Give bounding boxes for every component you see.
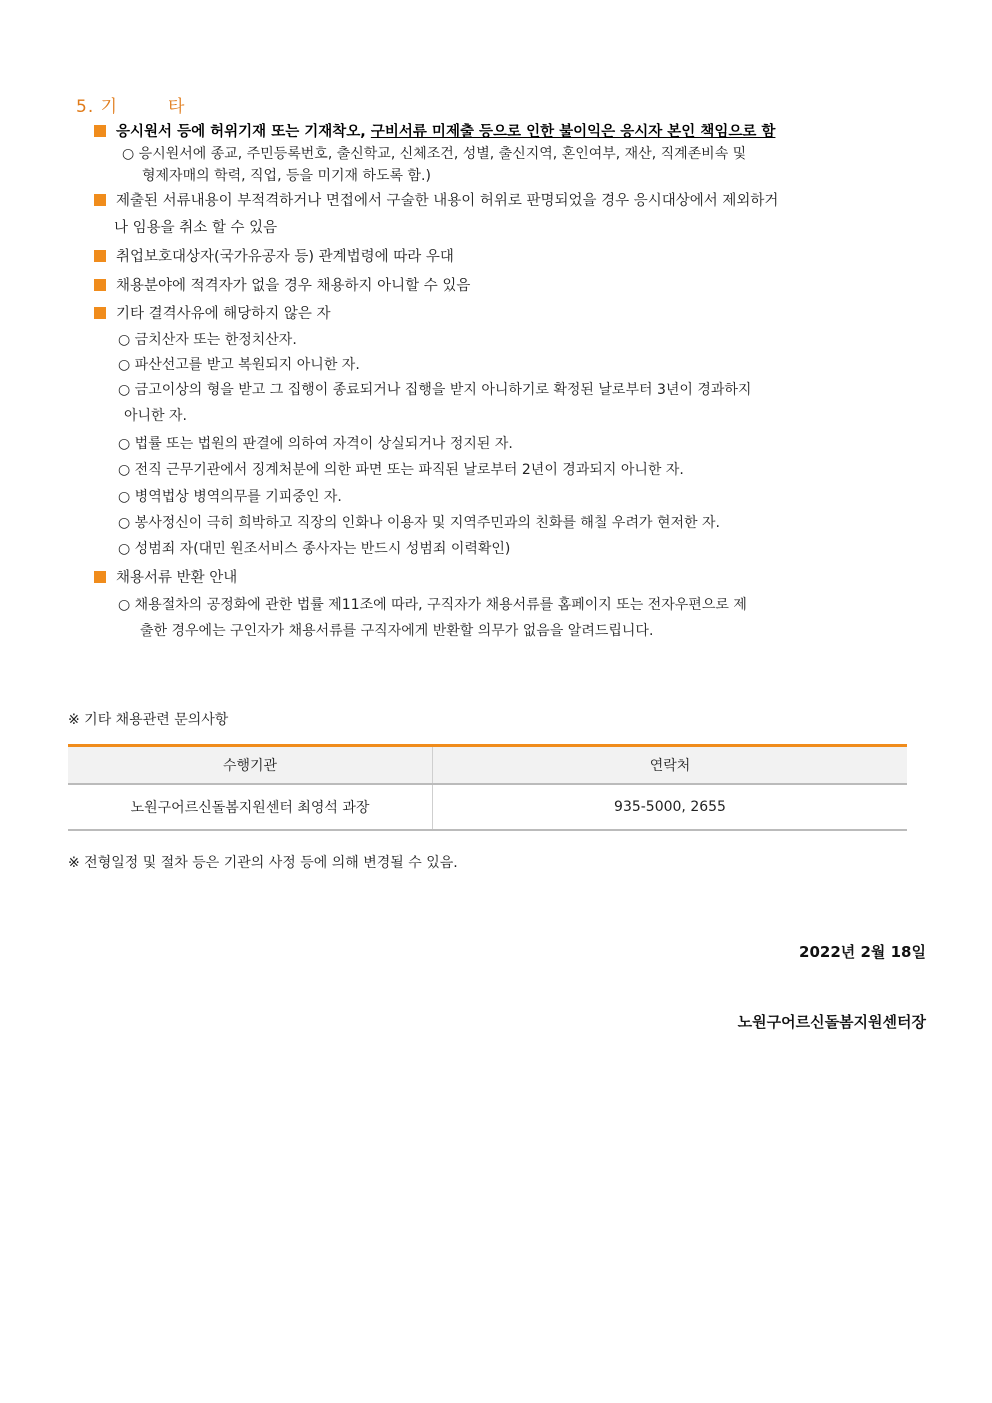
list-item: ○ 금고이상의 형을 받고 그 집행이 종료되거나 집행을 받지 아니하기로 확정된 날로부터 3년이 경과하지 (118, 382, 752, 398)
list-item: ○ 전직 근무기관에서 징계처분에 의한 파면 또는 파직된 날로부터 2년이 경과되지 아니한 자. (118, 462, 684, 478)
square-bullet-icon (94, 250, 106, 262)
list-item: ○ 법률 또는 법원의 판결에 의하여 자격이 상실되거나 정지된 자. (118, 436, 513, 452)
column-header: 수행기관 (68, 746, 433, 785)
table-cell: 935-5000, 2655 (433, 784, 908, 830)
list-item: ○ 파산선고를 받고 복원되지 아니한 자. (118, 357, 360, 373)
list-item: ○ 성범죄 자(대민 원조서비스 종사자는 반드시 성범죄 이력확인) (118, 541, 511, 557)
bullet-responsibility: 응시원서 등에 허위기재 또는 기재착오, 구비서류 미제출 등으로 인한 불이익은 응시자 본인 책임으로 함 (94, 120, 775, 141)
square-bullet-icon (94, 125, 106, 137)
signature: 노원구어르신돌봄지원센터장 (737, 1013, 926, 1031)
table-cell: 노원구어르신돌봄지원센터 최영석 과장 (68, 784, 433, 830)
bullet-disqualification: 기타 결격사유에 해당하지 않은 자 (94, 302, 331, 323)
list-item: ○ 채용절차의 공정화에 관한 법률 제11조에 따라, 구직자가 채용서류를 홈페이지 또는 전자우편으로 제 (118, 597, 747, 613)
bullet-preference: 취업보호대상자(국가유공자 등) 관계법령에 따라 우대 (94, 245, 454, 266)
square-bullet-icon (94, 571, 106, 583)
inquiry-heading: ※ 기타 채용관련 문의사항 (68, 712, 229, 728)
column-header: 연락처 (433, 746, 908, 785)
bullet-document-return: 채용서류 반환 안내 (94, 566, 237, 587)
document-date: 2022년 2월 18일 (799, 943, 926, 961)
list-item-continuation: 출한 경우에는 구인자가 채용서류를 구직자에게 반환할 의무가 없음을 알려드립니다. (140, 623, 654, 639)
list-item: ○ 봉사정신이 극히 희박하고 직장의 인화나 이용자 및 지역주민과의 친화를 해칠 우려가 현저한 자. (118, 515, 720, 531)
sub-item-line: ○ 응시원서에 종교, 주민등록번호, 출신학교, 신체조건, 성별, 출신지역, 혼인여부, 재산, 직계존비속 및 (122, 146, 747, 162)
table-header-row (68, 746, 907, 785)
square-bullet-icon (94, 307, 106, 319)
list-item: ○ 병역법상 병역의무를 기피중인 자. (118, 489, 342, 505)
list-item: ○ 금치산자 또는 한정치산자. (118, 332, 297, 348)
bullet-continuation: 나 임용을 취소 할 수 있음 (114, 220, 278, 236)
contact-table (68, 744, 907, 831)
footnote: ※ 전형일정 및 절차 등은 기관의 사정 등에 의해 변경될 수 있음. (68, 855, 458, 871)
section-title (76, 92, 185, 117)
square-bullet-icon (94, 279, 106, 291)
sub-item-line: 형제자매의 학력, 직업, 등을 미기재 하도록 함.) (142, 168, 431, 184)
square-bullet-icon (94, 194, 106, 206)
bullet-no-hire: 채용분야에 적격자가 없을 경우 채용하지 아니할 수 있음 (94, 274, 470, 295)
section-title-end: 타 (168, 97, 186, 117)
underlined-text: 구비서류 미제출 등으로 인한 불이익은 응시자 본인 책임으로 함 (370, 124, 776, 140)
section-number: 5. 기 (76, 97, 119, 117)
table-row (68, 784, 907, 830)
list-item-continuation: 아니한 자. (124, 408, 187, 424)
bullet-false-statement: 제출된 서류내용이 부적격하거나 면접에서 구술한 내용이 허위로 판명되었을 경우 응시대상에서 제외하거 (94, 189, 778, 210)
